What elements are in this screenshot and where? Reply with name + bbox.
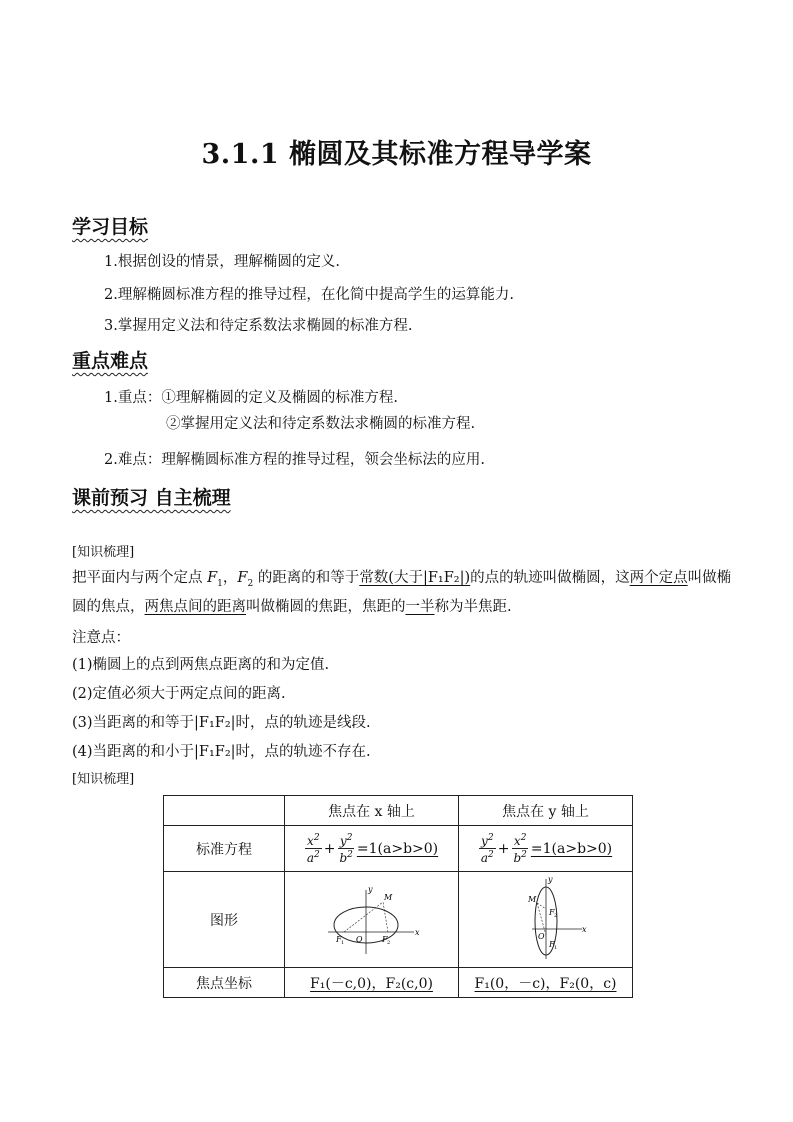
y-axis-label: y xyxy=(547,874,553,884)
point-m-label: M xyxy=(383,892,392,902)
difficulty-line: 2.难点：理解椭圆标准方程的推导过程，领会坐标法的应用. xyxy=(104,452,485,468)
focus-f2-subscript: 2 xyxy=(386,939,390,946)
focus-f1-label: F xyxy=(548,939,555,949)
focus-f1-subscript: 1 xyxy=(553,944,557,951)
ellipse-standard-table xyxy=(163,795,633,998)
focal-line-2 xyxy=(383,902,388,932)
ellipse-y-diagram xyxy=(496,875,596,961)
equation-x-axis: $\frac{x^2}{a^2}$ + $\frac{y^2}{b^2}$ =1(a>b>0) xyxy=(285,826,459,872)
focus-f2-subscript: 2 xyxy=(553,912,557,919)
knowledge-label: [知识梳理] xyxy=(72,545,135,560)
knowledge-label-2: [知识梳理] xyxy=(72,772,135,787)
x-axis-label: x xyxy=(414,927,420,937)
focal-line-2 xyxy=(537,903,546,935)
section-heading-key-points: 重点难点 xyxy=(72,350,149,372)
foci-x-axis: F₁(－c,0)，F₂(c,0) xyxy=(285,968,459,998)
focus-f1-subscript: 1 xyxy=(340,939,344,946)
point-m-label: M xyxy=(527,894,536,904)
focus-f2-label: F xyxy=(548,907,555,917)
col-header-y-axis: 焦点在 y 轴上 xyxy=(459,796,633,826)
figure-ellipse-y xyxy=(459,872,633,968)
goal-item-1: 1.根据创设的情景，理解椭圆的定义. xyxy=(104,254,340,270)
focal-line-1 xyxy=(344,902,383,932)
note-item-3: (3)当距离的和等于|F₁F₂|时，点的轨迹是线段. xyxy=(72,715,371,731)
section-heading-preview: 课前预习 自主梳理 xyxy=(72,487,231,509)
y-axis-label: y xyxy=(367,884,373,894)
origin-label: O xyxy=(537,931,545,941)
row-header-figure: 图形 xyxy=(164,872,285,968)
definition-line-1: 把平面内与两个定点 $F_1$，$F_2$ 的距离的和等于常数(大于|F₁F₂|)的点的轨迹叫做椭圆，这两个定点叫做椭 xyxy=(72,570,732,589)
goal-item-2: 2.理解椭圆标准方程的推导过程，在化简中提高学生的运算能力. xyxy=(104,287,514,303)
section-heading-goals: 学习目标 xyxy=(72,216,149,238)
table-corner-cell xyxy=(164,796,285,826)
note-item-2: (2)定值必须大于两定点间的距离. xyxy=(72,686,286,702)
x-axis-label: x xyxy=(581,924,587,934)
key-point-line-2: ②掌握用定义法和待定系数法求椭圆的标准方程. xyxy=(166,416,476,432)
col-header-x-axis: 焦点在 x 轴上 xyxy=(285,796,459,826)
definition-line-2: 圆的焦点，两焦点间的距离叫做椭圆的焦距，焦距的一半称为半焦距. xyxy=(72,599,512,615)
row-header-foci: 焦点坐标 xyxy=(164,968,285,998)
notes-title: 注意点： xyxy=(72,630,130,646)
ellipse-x-diagram xyxy=(322,880,422,956)
row-header-equation: 标准方程 xyxy=(164,826,285,872)
figure-ellipse-x xyxy=(285,872,459,968)
note-item-4: (4)当距离的和小于|F₁F₂|时，点的轨迹不存在. xyxy=(72,744,371,760)
focus-f1-label: F xyxy=(335,934,342,944)
equation-y-axis: $\frac{y^2}{a^2}$ + $\frac{x^2}{b^2}$ =1(a>b>0) xyxy=(459,826,633,872)
goal-item-3: 3.掌握用定义法和待定系数法求椭圆的标准方程. xyxy=(104,318,413,334)
key-point-line: 1.重点：①理解椭圆的定义及椭圆的标准方程. xyxy=(104,390,398,406)
foci-y-axis: F₁(0，－c)，F₂(0，c) xyxy=(459,968,633,998)
focus-f2-label: F xyxy=(381,934,388,944)
page-title: 3.1.1 椭圆及其标准方程导学案 xyxy=(201,139,592,170)
origin-label: O xyxy=(355,934,363,944)
note-item-1: (1)椭圆上的点到两焦点距离的和为定值. xyxy=(72,657,330,673)
